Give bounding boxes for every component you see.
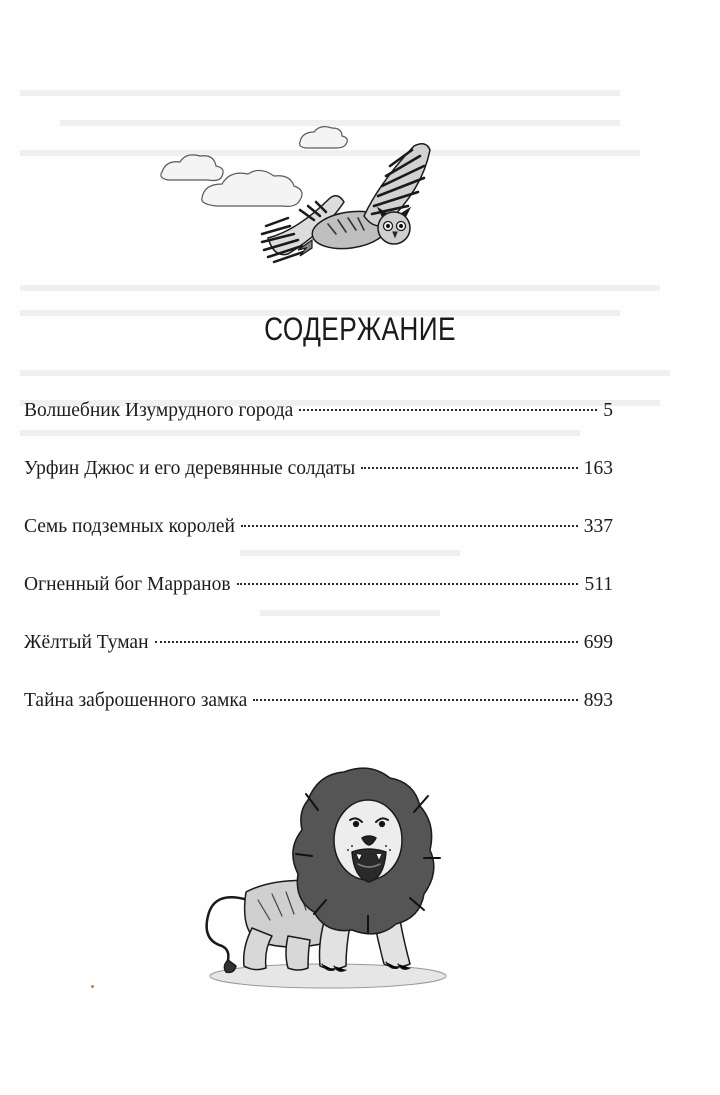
toc-dot-leader — [361, 467, 578, 469]
toc-dot-leader — [155, 641, 578, 643]
owl-flying-illustration — [150, 120, 450, 280]
toc-entry-page: 337 — [583, 516, 613, 537]
toc-entry-page: 699 — [583, 632, 613, 653]
toc-dot-leader — [237, 583, 579, 585]
toc-dot-leader — [253, 699, 578, 701]
toc-entry[interactable] — [24, 684, 613, 742]
table-of-contents-heading: СОДЕРЖАНИЕ — [264, 311, 456, 347]
toc-entry-title: Тайна заброшенного замка — [24, 690, 248, 711]
toc-entry-title: Семь подземных королей — [24, 516, 235, 537]
lion-roaring-illustration — [188, 760, 458, 995]
toc-entry[interactable] — [24, 510, 613, 568]
toc-entry-title: Урфин Джюс и его деревянные солдаты — [24, 458, 356, 479]
toc-entry-page: 5 — [603, 400, 613, 421]
toc-dot-leader — [299, 409, 597, 411]
toc-entry[interactable] — [24, 452, 613, 510]
toc-entry-page: 511 — [584, 574, 613, 595]
table-of-contents-list — [24, 394, 613, 742]
toc-entry[interactable] — [24, 568, 613, 626]
ink-spot — [91, 985, 94, 988]
toc-entry-page: 893 — [583, 690, 613, 711]
toc-entry-title: Волшебник Изумрудного города — [24, 400, 294, 421]
toc-entry[interactable] — [24, 394, 613, 452]
toc-entry-page: 163 — [583, 458, 613, 479]
toc-entry[interactable] — [24, 626, 613, 684]
toc-entry-title: Жёлтый Туман — [24, 632, 149, 653]
toc-dot-leader — [241, 525, 578, 527]
toc-entry-title: Огненный бог Марранов — [24, 574, 231, 595]
